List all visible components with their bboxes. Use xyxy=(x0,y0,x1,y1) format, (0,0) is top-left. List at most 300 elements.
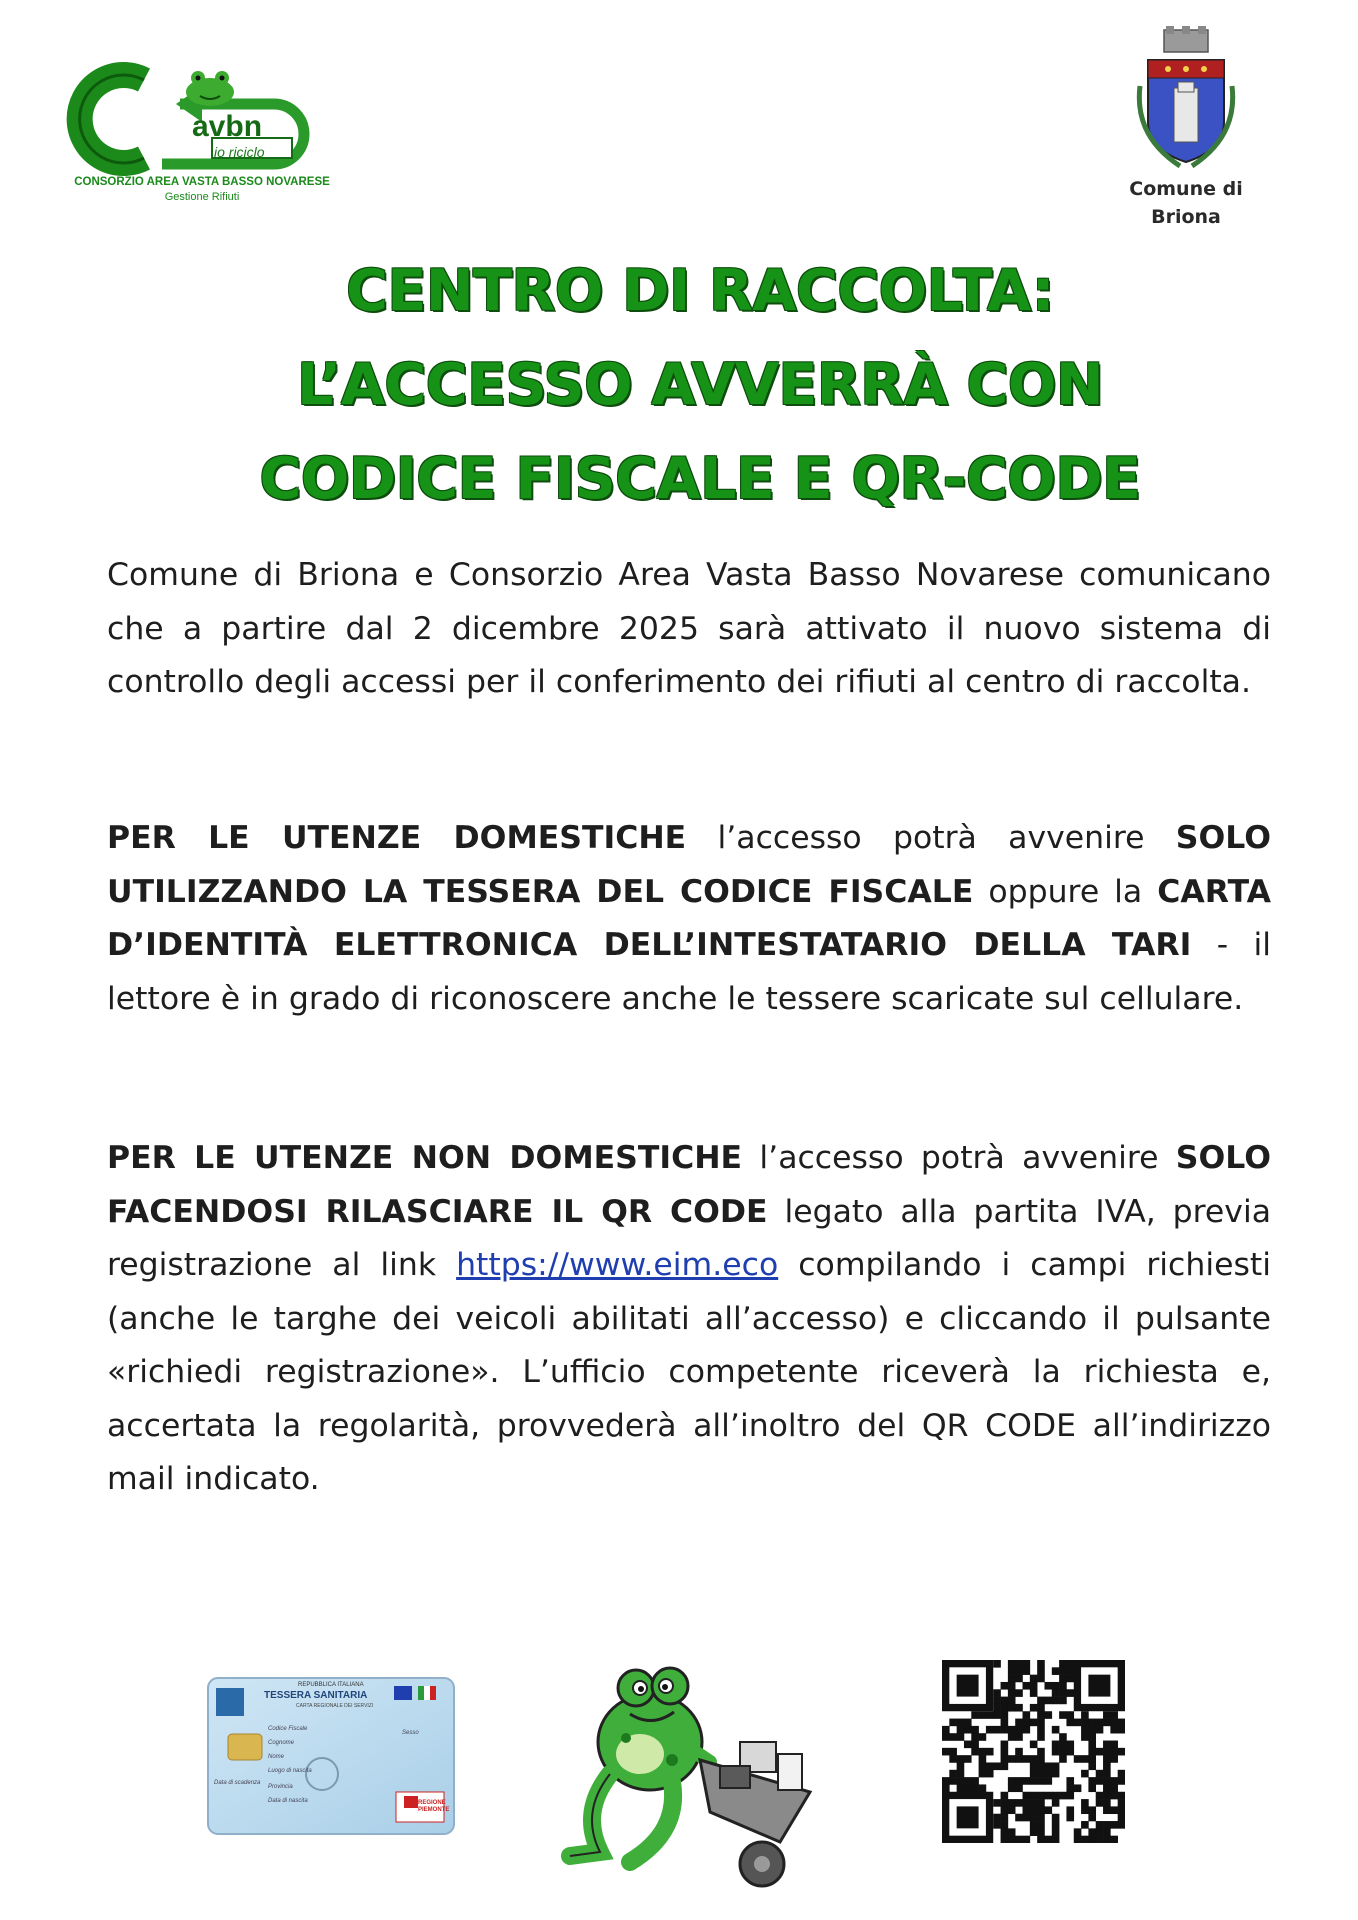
qr-module xyxy=(1103,1792,1111,1800)
qr-module xyxy=(1066,1689,1074,1697)
qr-module xyxy=(1052,1814,1060,1822)
qr-module xyxy=(1001,1682,1009,1690)
qr-module xyxy=(1110,1726,1118,1734)
qr-module xyxy=(1023,1799,1031,1807)
qr-module xyxy=(1059,1792,1067,1800)
qr-module xyxy=(1096,1828,1104,1836)
qr-module xyxy=(964,1719,972,1727)
qr-module xyxy=(1059,1697,1067,1705)
qr-module xyxy=(1081,1770,1089,1778)
qr-module xyxy=(1081,1836,1089,1843)
qr-module xyxy=(1037,1748,1045,1756)
qr-module xyxy=(1015,1784,1023,1792)
qr-module xyxy=(1008,1733,1016,1741)
consortium-subtitle: Gestione Rifiuti xyxy=(164,191,240,203)
domestic-text-2: oppure la xyxy=(973,873,1158,910)
domestic-text-3: - il lettore è in grado di riconoscere anche le tessere scaricate sul cellulare. xyxy=(107,927,1271,1017)
qr-module xyxy=(1001,1719,1009,1727)
non-domestic-heading: PER LE UTENZE NON DOMESTICHE xyxy=(107,1140,743,1176)
qr-module xyxy=(971,1748,979,1756)
qr-module xyxy=(1008,1828,1016,1836)
qr-module xyxy=(1066,1711,1074,1719)
domestic-alternative: CARTA D’IDENTITÀ ELETTRONICA DELL’INTESTATARIO DELLA TARI xyxy=(107,873,1271,963)
qr-module xyxy=(1001,1821,1009,1829)
qr-module xyxy=(1110,1719,1118,1727)
qr-module xyxy=(1023,1806,1031,1814)
qr-module xyxy=(979,1770,987,1778)
qr-module xyxy=(1023,1814,1031,1822)
registration-link[interactable]: https://www.eim.eco xyxy=(456,1247,779,1283)
qr-module xyxy=(1037,1719,1045,1727)
qr-module xyxy=(964,1726,972,1734)
title-line-2: L’ACCESSO AVVERRÀ CON xyxy=(296,352,1104,418)
qr-module xyxy=(1008,1667,1016,1675)
qr-module xyxy=(1096,1719,1104,1727)
qr-module xyxy=(979,1711,987,1719)
qr-module xyxy=(1096,1770,1104,1778)
qr-module xyxy=(1023,1660,1031,1668)
qr-module xyxy=(1118,1770,1125,1778)
qr-module xyxy=(1001,1741,1009,1749)
qr-module xyxy=(1030,1762,1038,1770)
qr-module xyxy=(1081,1711,1089,1719)
qr-module xyxy=(1059,1733,1067,1741)
qr-module xyxy=(1008,1675,1016,1683)
qr-module xyxy=(1037,1806,1045,1814)
qr-module xyxy=(1001,1704,1009,1712)
qr-module xyxy=(1044,1777,1052,1785)
qr-module xyxy=(993,1814,1001,1822)
qr-module xyxy=(1030,1828,1038,1836)
qr-module xyxy=(1103,1806,1111,1814)
qr-module xyxy=(1081,1755,1089,1763)
frog-mascot-image xyxy=(560,1642,830,1892)
qr-module xyxy=(1110,1821,1118,1829)
qr-module xyxy=(1023,1755,1031,1763)
qr-module xyxy=(949,1733,957,1741)
qr-module xyxy=(1088,1784,1096,1792)
qr-module xyxy=(1081,1806,1089,1814)
qr-module xyxy=(1023,1836,1031,1843)
qr-module xyxy=(1008,1697,1016,1705)
qr-module xyxy=(1052,1682,1060,1690)
cavbn-slogan: io riciclo xyxy=(214,144,265,160)
qr-module xyxy=(1110,1711,1118,1719)
qr-module xyxy=(1015,1777,1023,1785)
qr-module xyxy=(1103,1821,1111,1829)
qr-module xyxy=(993,1762,1001,1770)
qr-module xyxy=(1023,1777,1031,1785)
qr-module xyxy=(1030,1814,1038,1822)
qr-module xyxy=(1037,1711,1045,1719)
qr-module xyxy=(1096,1836,1104,1843)
qr-module xyxy=(1008,1682,1016,1690)
qr-module xyxy=(942,1748,950,1756)
qr-module xyxy=(949,1770,957,1778)
qr-module xyxy=(971,1733,979,1741)
qr-module xyxy=(949,1777,957,1785)
qr-module xyxy=(942,1726,950,1734)
qr-module xyxy=(1015,1667,1023,1675)
non-domestic-text-1: l’accesso potrà avvenire xyxy=(742,1140,1176,1176)
qr-module xyxy=(993,1697,1001,1705)
qr-module xyxy=(1052,1726,1060,1734)
qr-module xyxy=(971,1784,979,1792)
qr-module xyxy=(1015,1755,1023,1763)
qr-module xyxy=(979,1762,987,1770)
qr-module xyxy=(1074,1828,1082,1836)
qr-module xyxy=(1103,1799,1111,1807)
qr-module xyxy=(1081,1733,1089,1741)
qr-module xyxy=(1103,1755,1111,1763)
qr-module xyxy=(964,1784,972,1792)
qr-module xyxy=(1052,1667,1060,1675)
qr-module xyxy=(1110,1741,1118,1749)
qr-module xyxy=(1030,1806,1038,1814)
qr-module xyxy=(1001,1828,1009,1836)
qr-module xyxy=(1066,1667,1074,1675)
qr-module xyxy=(1015,1814,1023,1822)
qr-module xyxy=(1103,1770,1111,1778)
qr-finder-pattern xyxy=(1088,1675,1110,1697)
card-field-3: Nome xyxy=(268,1754,285,1760)
qr-module xyxy=(1059,1667,1067,1675)
qr-module xyxy=(1088,1748,1096,1756)
qr-module xyxy=(971,1777,979,1785)
qr-module xyxy=(942,1784,950,1792)
qr-module xyxy=(979,1733,987,1741)
non-domestic-text-2: legato alla partita IVA, previa registrazione al link xyxy=(107,1193,1271,1283)
qr-module xyxy=(971,1711,979,1719)
qr-module xyxy=(1037,1799,1045,1807)
qr-module xyxy=(1015,1660,1023,1668)
qr-module xyxy=(1088,1755,1096,1763)
qr-module xyxy=(957,1770,965,1778)
qr-module xyxy=(1030,1770,1038,1778)
qr-module xyxy=(1037,1836,1045,1843)
qr-module xyxy=(1066,1748,1074,1756)
qr-module xyxy=(1088,1828,1096,1836)
qr-module xyxy=(1066,1660,1074,1668)
qr-module xyxy=(1044,1682,1052,1690)
qr-module xyxy=(1052,1799,1060,1807)
qr-module xyxy=(1052,1792,1060,1800)
qr-module xyxy=(1118,1806,1125,1814)
qr-module xyxy=(1118,1748,1125,1756)
qr-module xyxy=(957,1784,965,1792)
qr-module xyxy=(1052,1689,1060,1697)
qr-module xyxy=(1001,1711,1009,1719)
qr-module xyxy=(1052,1748,1060,1756)
qr-module xyxy=(1088,1762,1096,1770)
qr-module xyxy=(1008,1806,1016,1814)
qr-module xyxy=(1096,1792,1104,1800)
qr-module xyxy=(986,1762,994,1770)
qr-module xyxy=(1030,1682,1038,1690)
qr-module xyxy=(1037,1777,1045,1785)
qr-module xyxy=(1103,1748,1111,1756)
qr-module xyxy=(1074,1836,1082,1843)
card-field-1: Codice Fiscale xyxy=(268,1726,308,1732)
qr-module xyxy=(1001,1799,1009,1807)
qr-module xyxy=(1110,1748,1118,1756)
qr-module xyxy=(1103,1762,1111,1770)
qr-module xyxy=(986,1711,994,1719)
qr-module xyxy=(1015,1675,1023,1683)
qr-module xyxy=(1110,1836,1118,1843)
qr-module xyxy=(1008,1755,1016,1763)
qr-module xyxy=(1030,1689,1038,1697)
qr-module xyxy=(1030,1821,1038,1829)
qr-module xyxy=(1096,1799,1104,1807)
qr-module xyxy=(1001,1748,1009,1756)
qr-module xyxy=(993,1821,1001,1829)
qr-module xyxy=(1037,1762,1045,1770)
card-field-4: Luogo di nascita xyxy=(268,1768,312,1774)
qr-module xyxy=(1074,1755,1082,1763)
qr-module xyxy=(1110,1777,1118,1785)
qr-module xyxy=(1044,1697,1052,1705)
card-header-1: REPUBBLICA ITALIANA xyxy=(298,1682,364,1688)
qr-module xyxy=(1066,1792,1074,1800)
qr-module xyxy=(1008,1704,1016,1712)
qr-module xyxy=(1096,1726,1104,1734)
qr-module xyxy=(986,1770,994,1778)
qr-module xyxy=(1008,1836,1016,1843)
qr-module xyxy=(1103,1777,1111,1785)
qr-module xyxy=(1096,1748,1104,1756)
qr-module xyxy=(957,1777,965,1785)
qr-module xyxy=(1015,1836,1023,1843)
qr-module xyxy=(1118,1821,1125,1829)
non-domestic-requirement: SOLO FACENDOSI RILASCIARE IL QR CODE xyxy=(107,1140,1271,1230)
qr-module xyxy=(971,1726,979,1734)
intro-paragraph: Comune di Briona e Consorzio Area Vasta Basso Novarese comunicano che a partire dal 2 dicembre 2025 sarà attivato il nuovo sistema di controllo degli accessi per il conferimento dei rifiuti al centro di raccolta. xyxy=(107,557,1271,700)
qr-module xyxy=(1103,1784,1111,1792)
qr-module xyxy=(993,1704,1001,1712)
qr-module xyxy=(979,1784,987,1792)
qr-module xyxy=(1088,1733,1096,1741)
qr-module xyxy=(1015,1799,1023,1807)
qr-module xyxy=(1008,1689,1016,1697)
qr-module xyxy=(1008,1799,1016,1807)
qr-module xyxy=(1044,1792,1052,1800)
qr-module xyxy=(949,1719,957,1727)
qr-module xyxy=(1052,1697,1060,1705)
card-region: REGIONE PIEMONTE xyxy=(418,1800,450,1813)
qr-module xyxy=(1088,1777,1096,1785)
qr-module xyxy=(942,1777,950,1785)
qr-module xyxy=(1081,1726,1089,1734)
title-line-3: CODICE FISCALE E QR-CODE xyxy=(259,446,1141,512)
qr-module xyxy=(1096,1777,1104,1785)
qr-module xyxy=(1023,1711,1031,1719)
qr-module xyxy=(1066,1719,1074,1727)
qr-module xyxy=(1037,1726,1045,1734)
qr-module xyxy=(1110,1784,1118,1792)
qr-module xyxy=(1023,1792,1031,1800)
qr-module xyxy=(1059,1711,1067,1719)
qr-module xyxy=(964,1777,972,1785)
qr-module xyxy=(1044,1836,1052,1843)
qr-module xyxy=(1037,1755,1045,1763)
qr-module xyxy=(1118,1799,1125,1807)
qr-finder-pattern xyxy=(957,1806,979,1828)
qr-module xyxy=(1052,1741,1060,1749)
card-field-6: Data di nascita xyxy=(268,1798,308,1804)
qr-module xyxy=(1023,1726,1031,1734)
qr-module xyxy=(1030,1792,1038,1800)
qr-module xyxy=(986,1748,994,1756)
qr-module xyxy=(1081,1821,1089,1829)
title-line-1: CENTRO DI RACCOLTA: xyxy=(346,258,1054,324)
qr-module xyxy=(1044,1762,1052,1770)
qr-module xyxy=(993,1689,1001,1697)
qr-module xyxy=(1052,1821,1060,1829)
qr-module xyxy=(986,1726,994,1734)
qr-module xyxy=(1030,1755,1038,1763)
qr-module xyxy=(1088,1814,1096,1822)
qr-module xyxy=(1030,1777,1038,1785)
qr-module xyxy=(1037,1814,1045,1822)
card-header-3: CARTA REGIONALE DEI SERVIZI xyxy=(296,1703,374,1709)
qr-module xyxy=(993,1660,1001,1668)
card-field-2: Cognome xyxy=(268,1740,295,1746)
qr-module xyxy=(979,1748,987,1756)
qr-module xyxy=(1001,1806,1009,1814)
qr-module xyxy=(1081,1719,1089,1727)
qr-module xyxy=(1066,1675,1074,1683)
qr-module xyxy=(964,1755,972,1763)
qr-module xyxy=(1103,1741,1111,1749)
qr-module xyxy=(1001,1726,1009,1734)
comune-crest-icon xyxy=(1116,26,1256,176)
qr-module xyxy=(1037,1733,1045,1741)
tessera-sanitaria-image xyxy=(206,1676,456,1836)
qr-module xyxy=(1037,1697,1045,1705)
qr-module xyxy=(957,1762,965,1770)
qr-module xyxy=(1066,1806,1074,1814)
qr-module xyxy=(1103,1836,1111,1843)
qr-module xyxy=(1037,1675,1045,1683)
domestic-users-paragraph xyxy=(107,812,1271,1026)
qr-module xyxy=(1118,1719,1125,1727)
qr-module xyxy=(1015,1704,1023,1712)
qr-module xyxy=(1066,1777,1074,1785)
qr-module xyxy=(1066,1814,1074,1822)
qr-module xyxy=(1088,1726,1096,1734)
cavbn-wordmark: avbn xyxy=(192,110,263,143)
qr-module xyxy=(1030,1799,1038,1807)
qr-module xyxy=(993,1799,1001,1807)
qr-module xyxy=(942,1733,950,1741)
qr-module xyxy=(1037,1770,1045,1778)
non-domestic-users-paragraph xyxy=(107,1132,1271,1507)
qr-module xyxy=(1015,1719,1023,1727)
domestic-text-1: l’accesso potrà avvenire xyxy=(686,820,1176,856)
qr-module xyxy=(1103,1719,1111,1727)
qr-module xyxy=(1008,1784,1016,1792)
qr-module xyxy=(1044,1711,1052,1719)
qr-module xyxy=(1074,1719,1082,1727)
qr-module xyxy=(1037,1704,1045,1712)
qr-module xyxy=(1118,1814,1125,1822)
card-field-8: Sesso xyxy=(402,1730,419,1736)
qr-module xyxy=(949,1755,957,1763)
qr-module xyxy=(957,1719,965,1727)
qr-module xyxy=(957,1726,965,1734)
qr-module xyxy=(1023,1682,1031,1690)
qr-module xyxy=(957,1755,965,1763)
qr-module xyxy=(949,1748,957,1756)
card-field-7: Data di scadenza xyxy=(214,1780,261,1786)
qr-module xyxy=(1001,1836,1009,1843)
qr-module xyxy=(1059,1741,1067,1749)
qr-module xyxy=(1110,1806,1118,1814)
qr-code-icon xyxy=(942,1660,1125,1843)
qr-module xyxy=(1088,1806,1096,1814)
qr-module xyxy=(1066,1741,1074,1749)
domestic-heading: PER LE UTENZE DOMESTICHE xyxy=(107,820,687,856)
qr-module xyxy=(979,1755,987,1763)
qr-module xyxy=(964,1741,972,1749)
qr-module xyxy=(1059,1748,1067,1756)
qr-module xyxy=(993,1726,1001,1734)
qr-module xyxy=(1059,1682,1067,1690)
qr-module xyxy=(1037,1792,1045,1800)
qr-module xyxy=(1052,1828,1060,1836)
qr-module xyxy=(1118,1777,1125,1785)
qr-module xyxy=(1001,1697,1009,1705)
qr-module xyxy=(1052,1762,1060,1770)
page-title xyxy=(120,244,1280,526)
qr-module xyxy=(993,1711,1001,1719)
qr-module xyxy=(1015,1726,1023,1734)
qr-module xyxy=(1030,1719,1038,1727)
qr-module xyxy=(1110,1792,1118,1800)
qr-module xyxy=(1052,1836,1060,1843)
qr-module xyxy=(1015,1689,1023,1697)
qr-module xyxy=(1088,1741,1096,1749)
qr-module xyxy=(957,1733,965,1741)
card-header-2: TESSERA SANITARIA xyxy=(264,1690,368,1701)
qr-module xyxy=(1037,1821,1045,1829)
non-domestic-text-3: compilando i campi richiesti (anche le targhe dei veicoli abilitati all’accesso) e cliccando il pulsante «richiedi registrazione». L’ufficio competente riceverà la richiesta e, accertata la regolarità, provvederà all’inoltro del QR CODE all’indirizzo mail indicato. xyxy=(107,1247,1271,1497)
qr-module xyxy=(1044,1806,1052,1814)
qr-module xyxy=(1066,1784,1074,1792)
qr-module xyxy=(1001,1755,1009,1763)
qr-module xyxy=(1015,1733,1023,1741)
qr-module xyxy=(1008,1660,1016,1668)
comune-crest xyxy=(1116,26,1256,246)
card-field-5: Provincia xyxy=(268,1784,293,1790)
qr-module xyxy=(1015,1748,1023,1756)
qr-module xyxy=(1030,1675,1038,1683)
domestic-requirement: SOLO UTILIZZANDO LA TESSERA DEL CODICE FISCALE xyxy=(107,820,1271,910)
qr-module xyxy=(1030,1741,1038,1749)
qr-module xyxy=(1096,1821,1104,1829)
qr-module xyxy=(971,1741,979,1749)
qr-module xyxy=(1110,1755,1118,1763)
qr-module xyxy=(1052,1770,1060,1778)
qr-module xyxy=(1008,1777,1016,1785)
qr-module xyxy=(1059,1675,1067,1683)
comune-label-line1: Comune di xyxy=(1129,178,1243,200)
qr-module xyxy=(1059,1755,1067,1763)
qr-module xyxy=(1074,1784,1082,1792)
qr-finder-pattern xyxy=(957,1675,979,1697)
cavbn-logo xyxy=(52,58,352,208)
